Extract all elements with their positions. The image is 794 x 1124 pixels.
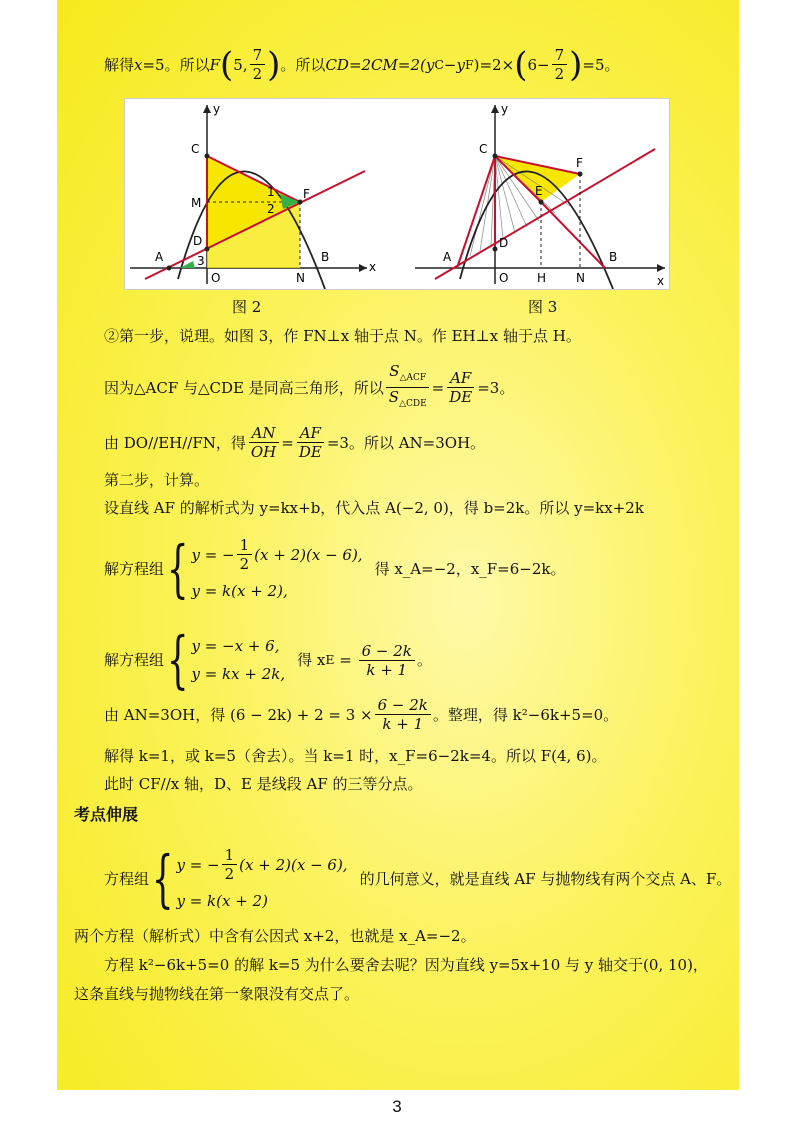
paren: ): [267, 44, 281, 85]
fig3-caption: 图 3: [528, 298, 558, 316]
denominator: [386, 388, 430, 413]
numerator: 6 − 2k: [359, 642, 415, 661]
area-ratio-fraction: [386, 362, 430, 413]
s: S: [389, 362, 400, 380]
label: 方程组: [104, 869, 150, 888]
equation-1: [176, 846, 347, 883]
text: 6−: [527, 55, 550, 74]
label-y: y: [213, 102, 221, 116]
label-f: F: [576, 156, 583, 170]
brace: {: [166, 623, 189, 696]
label-e: E: [535, 184, 543, 198]
equation-2: y = kx + 2k,: [191, 665, 286, 683]
step2-line: 第二步，计算。: [104, 471, 210, 489]
expr: CD=2CM=2(y: [325, 55, 435, 74]
factor-line: 两个方程（解析式）中含有公因式 x+2，也就是 x_A=−2。: [74, 927, 476, 945]
expr: −y: [443, 55, 465, 74]
text: =: [334, 651, 357, 669]
denominator: k + 1: [382, 715, 424, 733]
system3: [104, 841, 732, 915]
system1: [104, 531, 566, 605]
text: =: [281, 433, 294, 452]
label-x: x: [369, 260, 377, 274]
numerator: 1: [237, 536, 253, 555]
paren: (: [220, 44, 234, 85]
text: (x + 2)(x − 6),: [254, 545, 363, 564]
result: 的几何意义，就是直线 AF 与抛物线有两个交点 A、F。: [359, 869, 732, 888]
text: )=2×: [473, 55, 515, 74]
text: 。: [416, 651, 432, 669]
text: 。整理，得 k²−6k+5=0。: [432, 705, 619, 724]
label: 解方程组: [104, 559, 165, 578]
text: 5,: [233, 55, 248, 74]
text: 由 DO//EH//FN，得: [104, 433, 246, 452]
text: (x + 2)(x − 6),: [239, 855, 348, 874]
result: 得 x_A=−2，x_F=6−2k。: [374, 559, 566, 578]
equations: [191, 636, 285, 684]
figure-box: [124, 98, 670, 290]
text: 解得: [104, 55, 135, 74]
af-de-fraction: [296, 424, 325, 461]
fraction: [250, 46, 266, 83]
label-b: B: [321, 250, 330, 264]
numerator: 6 − 2k: [375, 696, 431, 715]
text: 由 AN=3OH，得 (6 − 2k) + 2 = 3 ×: [104, 705, 373, 724]
fraction: [552, 46, 568, 83]
equations: [191, 536, 362, 601]
numerator: 7: [250, 46, 266, 65]
sub: △CDE: [399, 399, 427, 409]
label-f: F: [303, 187, 310, 201]
label-o: O: [211, 271, 221, 285]
fraction: [375, 696, 431, 733]
label-n: N: [296, 271, 305, 285]
brace: {: [151, 841, 174, 915]
brace: {: [166, 531, 189, 605]
equation-2: y = k(x + 2): [176, 892, 268, 910]
label-a: A: [443, 250, 452, 264]
set-line: 设直线 AF 的解析式为 y=kx+b，代入点 A(−2, 0)，得 b=2k。所以 y=kx+2k: [104, 499, 644, 517]
af-de-fraction: [446, 369, 475, 406]
label-m: M: [191, 196, 202, 210]
solve-line: 解得 k=1，或 k=5（舍去）。当 k=1 时，x_F=6−2k=4。所以 F(4, 6)。: [104, 747, 607, 765]
paren: ): [569, 44, 583, 85]
text: =: [431, 378, 445, 397]
sub: F: [464, 56, 474, 72]
text: =5。所以: [142, 55, 210, 74]
label-c: C: [191, 142, 200, 156]
parallel-line: [104, 424, 485, 461]
label-y: y: [501, 102, 509, 116]
an-oh-fraction: [248, 424, 279, 461]
denominator: 2: [239, 555, 250, 573]
equation-1: [191, 536, 362, 573]
sub: △ACF: [399, 373, 427, 383]
label: 解方程组: [104, 651, 165, 669]
label-n: N: [576, 271, 585, 285]
text: =3。: [477, 378, 515, 397]
s: S: [388, 388, 400, 406]
angle-3: 3: [197, 254, 205, 268]
numerator: 1: [222, 846, 238, 865]
an-line: [104, 696, 618, 733]
label-c: C: [479, 142, 488, 156]
text: 。所以: [280, 55, 326, 74]
var-x: x: [134, 55, 143, 74]
label-h: H: [537, 271, 547, 285]
figure-2: [130, 102, 376, 289]
numerator: AN: [249, 424, 279, 443]
text: y = −: [191, 545, 235, 564]
angle-2: 2: [267, 202, 275, 216]
denominator: 2: [252, 65, 263, 83]
text: =3。所以 AN=3OH。: [326, 433, 486, 452]
ratio-line: [104, 362, 514, 413]
section-heading: 考点伸展: [74, 805, 139, 824]
system2: [104, 623, 432, 696]
result: [297, 642, 432, 679]
para-line-1: 方程 k²−6k+5=0 的解 k=5 为什么要舍去呢？因为直线 y=5x+10 与 y 轴交于(0, 10)，: [104, 956, 708, 974]
label-d: D: [193, 234, 203, 248]
text: 得 x: [297, 651, 326, 669]
numerator: 7: [552, 46, 568, 65]
page-number: 3: [392, 1097, 402, 1116]
half-fraction: [222, 846, 238, 883]
denominator: OH: [250, 443, 277, 461]
equations: [176, 846, 347, 911]
label-d: D: [499, 236, 509, 250]
sub: C: [434, 56, 444, 72]
para-line-2: 这条直线与抛物线在第一象限没有交点了。: [74, 985, 360, 1003]
xe-fraction: [359, 642, 415, 679]
figures-svg: [125, 99, 669, 289]
label-o: O: [499, 271, 509, 285]
denominator: DE: [298, 443, 322, 461]
text: 因为△ACF 与△CDE 是同高三角形，所以: [104, 378, 384, 397]
angle-1: 1: [267, 185, 275, 199]
step1-line: ②第一步，说理。如图 3，作 FN⊥x 轴于点 N。作 EH⊥x 轴于点 H。: [104, 327, 581, 345]
label-a: A: [155, 250, 164, 264]
denominator: 2: [554, 65, 565, 83]
text: y = −: [176, 855, 220, 874]
equation-2: y = k(x + 2),: [191, 582, 288, 600]
numerator: AF: [297, 424, 324, 443]
denominator: k + 1: [366, 660, 408, 679]
cf-line: 此时 CF//x 轴，D、E 是线段 AF 的三等分点。: [104, 775, 423, 793]
denominator: 2: [224, 865, 235, 883]
fig2-caption: 图 2: [232, 298, 262, 316]
numerator: [386, 362, 429, 388]
paren: (: [514, 44, 528, 85]
label-x: x: [657, 274, 665, 288]
figure-3: [415, 102, 665, 289]
numerator: AF: [447, 369, 474, 388]
sub: E: [325, 652, 335, 667]
line-solve-x: [104, 46, 620, 83]
half-fraction: [237, 536, 253, 573]
text: =5。: [582, 55, 620, 74]
equation-1: y = −x + 6,: [191, 637, 280, 655]
denominator: DE: [449, 388, 473, 406]
var-f: F: [209, 55, 221, 74]
label-b: B: [609, 250, 618, 264]
